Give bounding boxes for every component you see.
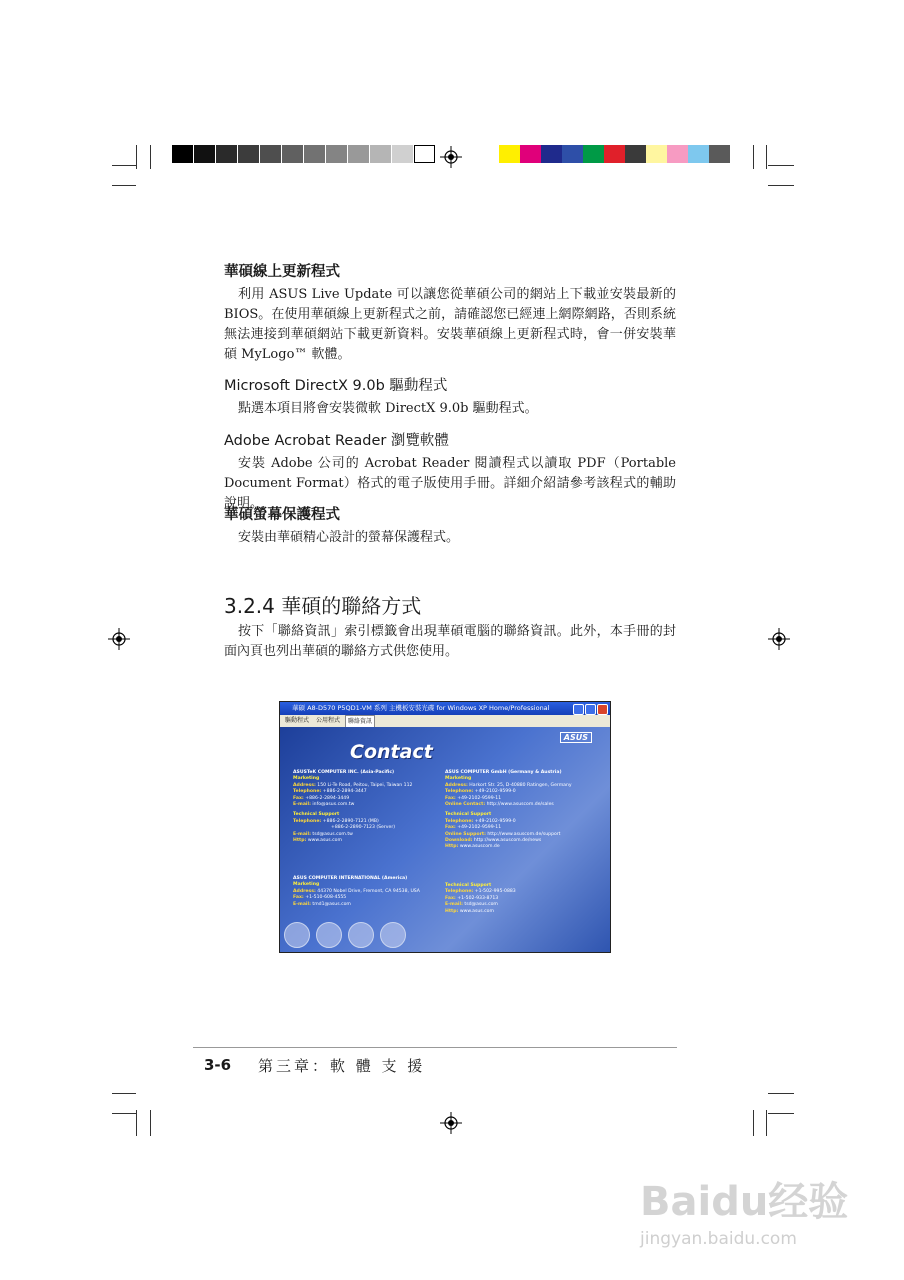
cmyk-color-bar [499,145,730,163]
major-heading-contact: 3.2.4 華碩的聯絡方式 [224,594,422,618]
telephone-label: Telephone: [445,789,474,795]
telephone-value: +49-2102-9599-0 [474,789,516,795]
contact-banner: Contact [350,741,433,763]
telephone-value: +886-2-2894-3447 [322,789,367,795]
watermark-url: jingyan.baidu.com [640,1229,797,1249]
registration-target-icon [440,1112,462,1134]
email-value[interactable]: info@asus.com.tw [312,802,355,808]
http-label: Http: [445,844,459,850]
online-contact-label: Online Contact: [445,802,486,808]
section-heading-directx: Microsoft DirectX 9.0b 驅動程式 [224,378,448,394]
email-label: E-mail: [293,901,311,907]
company-name: ASUS COMPUTER GmbH (Germany & Austria) [445,770,562,775]
baidu-watermark [640,1170,848,1249]
close-icon[interactable] [597,704,608,715]
fax-label: Fax: [445,895,456,901]
fax-value: +49-2102-9599-11 [457,825,502,831]
section-body-live-update: 利用 ASUS Live Update 可以讓您從華碩公司的網站上下載並安裝最新的 BIOS。在使用華碩線上更新程式之前，請確認您已經連上網際網路，否則系統無法連接到華碩網站下載更新資料。安裝華碩線上更新程式時，會一併安裝華碩 MyLogo™ 軟體。 [224,287,676,362]
section-heading-live-update: 華碩線上更新程式 [224,264,340,280]
http-label: Http: [293,838,307,844]
fax-label: Fax: [445,825,456,831]
marketing-label: Marketing [293,882,320,888]
telephone-label: Telephone: [293,818,322,824]
http-label: Http: [445,908,459,914]
http-value[interactable]: www.asuscom.de [459,844,500,850]
watermark-brand: Baidu经验 [640,1179,849,1225]
telephone-value: +886-2-2890-7123 (Server) [331,825,396,831]
fax-value: +1-510-608-4555 [305,895,347,901]
address-label: Address: [293,888,316,894]
contact-panel [280,727,610,952]
http-value[interactable]: www.asus.com [307,838,342,844]
address-label: Address: [293,782,316,788]
nav-circle-button[interactable] [316,922,342,948]
tab-contact[interactable]: 聯絡資訊 [345,715,375,727]
address-value: 150 Li-Te Road, Peitou, Taipei, Taiwan 112 [317,782,413,788]
minimize-icon[interactable] [573,704,584,715]
marketing-label: Marketing [445,776,472,782]
address-label: Address: [445,782,468,788]
http-value[interactable]: www.asus.com [459,908,494,914]
contact-window-screenshot [279,701,611,953]
section-body-acrobat: 安裝 Adobe 公司的 Acrobat Reader 閱讀程式以讀取 PDF（Portable Document Format）格式的電子版使用手冊。詳細介紹請參考該程式的輔助說明。 [224,456,676,511]
telephone-value: +1-502-995-0883 [474,889,516,895]
contact-asia-pacific [293,770,443,844]
telephone-label: Telephone: [445,889,474,895]
fax-label: Fax: [293,795,304,801]
maximize-icon[interactable] [585,704,596,715]
marketing-label: Marketing [293,776,320,782]
online-support-label: Online Support: [445,831,486,837]
page-number: 3-6 [204,1056,232,1074]
telephone-label: Telephone: [445,818,474,824]
online-contact-value[interactable]: http://www.asuscom.de/sales [486,802,554,808]
address-value: Harkort Str. 25, D-40880 Ratingen, Germany [469,782,572,788]
grayscale-color-bar [172,145,435,163]
address-value: 44370 Nobel Drive, Fremont, CA 94538, USA [317,888,420,894]
asus-logo: ASUS [560,732,592,743]
section-body-directx: 點選本項目將會安裝微軟 DirectX 9.0b 驅動程式。 [238,401,538,416]
email-value[interactable]: tsd@asus.com.tw [312,831,353,837]
company-name: ASUS COMPUTER INTERNATIONAL (America) [293,876,408,881]
company-name: ASUSTeK COMPUTER INC. (Asia-Pacific) [293,770,395,775]
contact-america-support [445,883,605,915]
window-title: 華碩 A8-D570 P5QD1-VM 系列 主機板安裝光碟 for Windows XP Home/Professional [292,704,550,712]
nav-circle-buttons [284,922,406,948]
section-heading-acrobat: Adobe Acrobat Reader 瀏覽軟體 [224,433,449,449]
fax-value: +886-2-2894-3449 [305,795,350,801]
footer-rule [193,1047,677,1048]
tech-support-label: Technical Support [445,883,492,888]
contact-germany [445,770,605,851]
window-title-bar [280,702,610,715]
registration-target-icon [108,628,130,650]
section-body-screensaver: 安裝由華碩精心設計的螢幕保護程式。 [238,530,460,545]
fax-label: Fax: [293,895,304,901]
major-body-contact: 按下「聯絡資訊」索引標籤會出現華碩電腦的聯絡資訊。此外，本手冊的封面內頁也列出華碩的聯絡方式供您使用。 [224,624,676,659]
download-value[interactable]: http://www.asuscom.de/news [473,838,542,844]
fax-value: +49-2102-9599-11 [457,795,502,801]
telephone-label: Telephone: [293,789,322,795]
online-support-value[interactable]: http://www.asuscom.de/support [487,831,561,837]
registration-target-icon [768,628,790,650]
chapter-title: 第三章：軟 體 支 援 [258,1057,426,1075]
telephone-value: +49-2102-9599-0 [474,818,516,824]
nav-circle-button[interactable] [284,922,310,948]
fax-value: +1-502-933-8713 [457,895,499,901]
registration-target-icon [440,146,462,168]
window-tabs [280,715,610,727]
tech-support-label: Technical Support [445,812,492,818]
section-heading-screensaver: 華碩螢幕保護程式 [224,507,340,523]
tab-drivers[interactable]: 驅動程式 [285,717,310,724]
email-label: E-mail: [293,831,311,837]
nav-circle-button[interactable] [380,922,406,948]
nav-circle-button[interactable] [348,922,374,948]
email-label: E-mail: [445,902,463,908]
telephone-value: +886-2-2890-7121 (MB) [322,818,379,824]
download-label: Download: [445,838,473,844]
email-value[interactable]: tmd1@asus.com [312,901,351,907]
contact-america [293,876,443,908]
tech-support-label: Technical Support [293,812,340,818]
email-value[interactable]: tsd@asus.com [464,902,498,908]
email-label: E-mail: [293,802,311,808]
fax-label: Fax: [445,795,456,801]
tab-utilities[interactable]: 公用程式 [316,717,341,724]
